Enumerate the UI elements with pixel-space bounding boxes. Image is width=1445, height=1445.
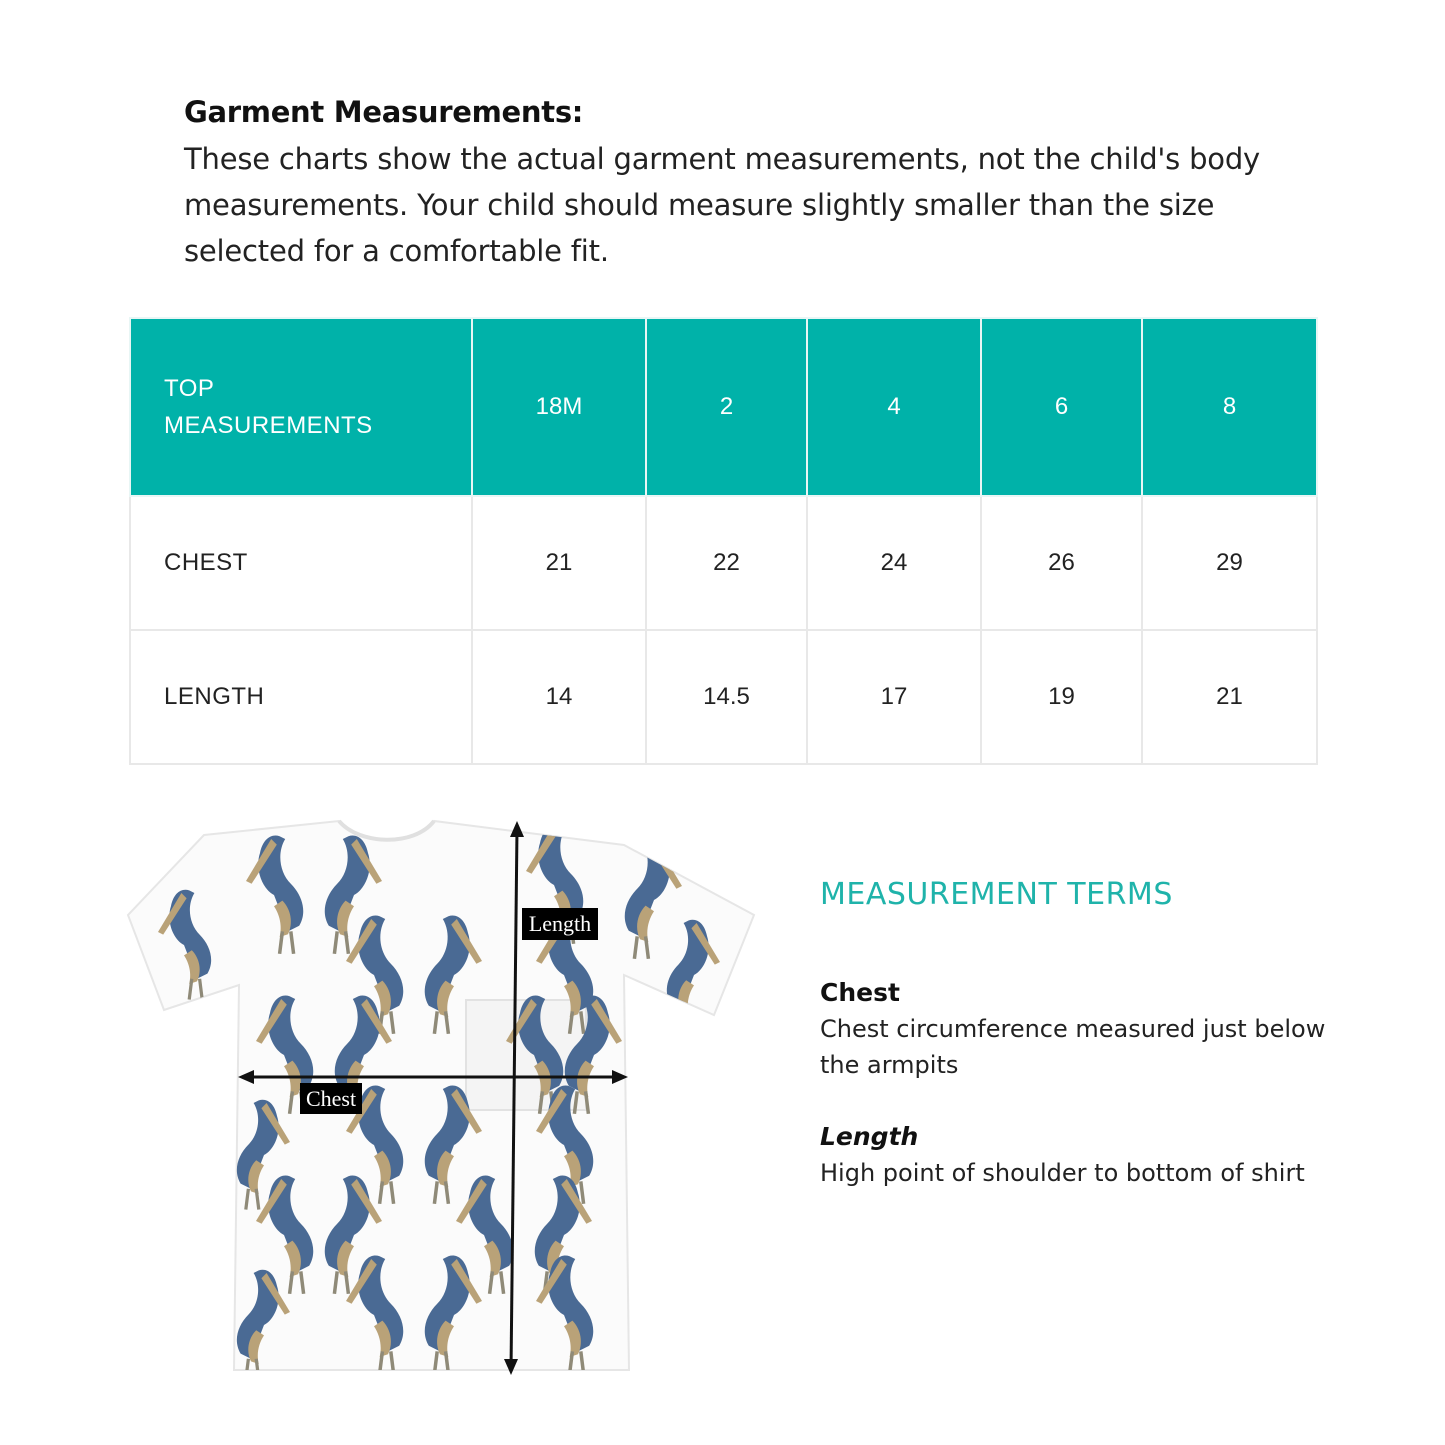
- intro-heading: Garment Measurements:: [184, 95, 584, 129]
- intro-section: [184, 92, 1314, 274]
- table-cell: 14.5: [646, 630, 807, 764]
- terms-title: MEASUREMENT TERMS: [820, 877, 1173, 912]
- size-chart-table: [129, 317, 1318, 765]
- term-name: Length: [820, 1122, 919, 1151]
- table-cell: 17: [807, 630, 981, 764]
- term-description: Chest circumference measured just below the armpits: [820, 1015, 1326, 1079]
- table-cell: 21: [1142, 630, 1317, 764]
- size-header-cell: 4: [807, 318, 981, 496]
- term-chest: [820, 975, 1340, 1083]
- table-header-row: [130, 318, 1317, 496]
- length-label: Length: [528, 911, 592, 936]
- term-name: Chest: [820, 978, 900, 1007]
- table-cell: 24: [807, 496, 981, 630]
- row-label-chest: CHEST: [130, 496, 472, 630]
- chest-label: Chest: [305, 1086, 357, 1111]
- table-cell: 21: [472, 496, 646, 630]
- tshirt-image: [128, 821, 754, 1380]
- term-description: High point of shoulder to bottom of shirt: [820, 1159, 1305, 1187]
- table-cell: 29: [1142, 496, 1317, 630]
- table-cell: 22: [646, 496, 807, 630]
- shirt-diagram: [124, 815, 756, 1380]
- term-length: [820, 1119, 1340, 1191]
- table-row: [130, 496, 1317, 630]
- intro-body: These charts show the actual garment measurements, not the child's body measurements. Your child should measure slightly smaller than the size selected for a comfortable fit.: [184, 142, 1261, 268]
- table-cell: 14: [472, 630, 646, 764]
- size-header-cell: 2: [646, 318, 807, 496]
- size-header-cell: 6: [981, 318, 1142, 496]
- row-label-length: LENGTH: [130, 630, 472, 764]
- table-row: [130, 630, 1317, 764]
- header-label-line2: MEASUREMENTS: [164, 412, 373, 439]
- table-cell: 26: [981, 496, 1142, 630]
- header-label-line1: TOP: [164, 375, 215, 402]
- table-cell: 19: [981, 630, 1142, 764]
- size-header-cell: 8: [1142, 318, 1317, 496]
- header-label-cell: [130, 318, 472, 496]
- measurement-terms: [820, 875, 1340, 1191]
- size-header-cell: 18M: [472, 318, 646, 496]
